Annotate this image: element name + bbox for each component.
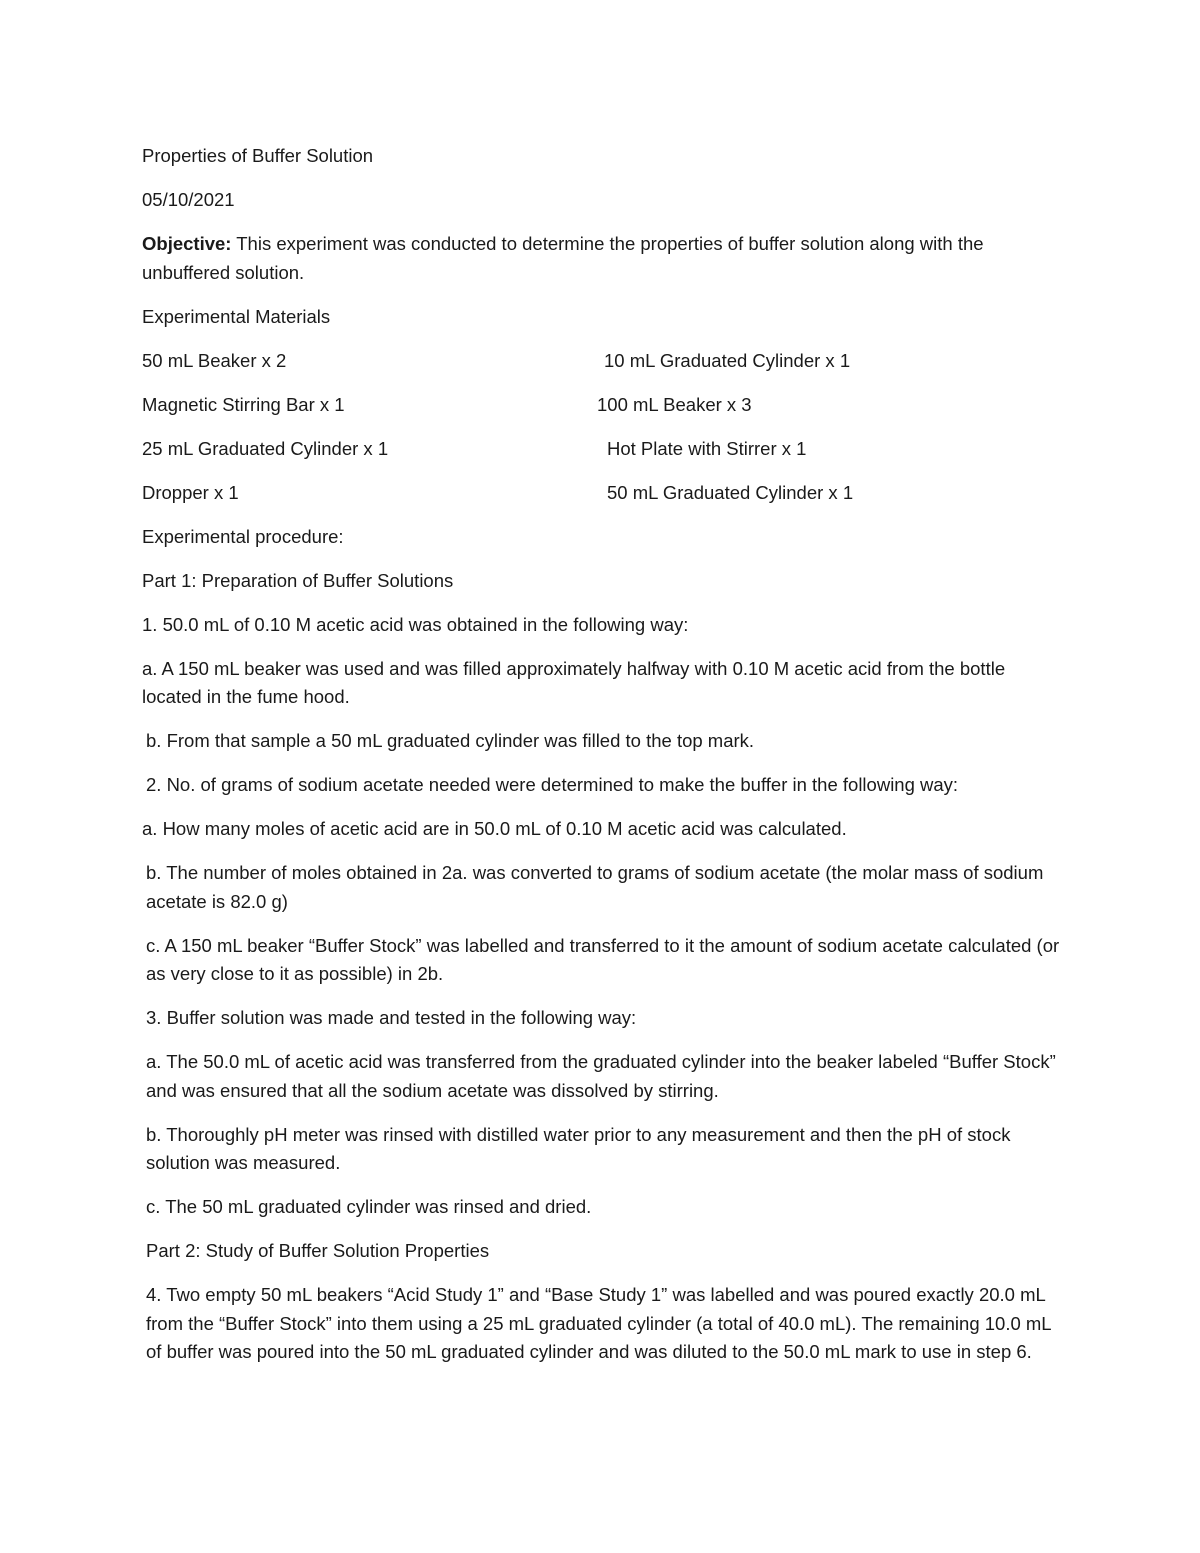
material-item: 10 mL Graduated Cylinder x 1 — [604, 349, 851, 371]
procedure-step: a. The 50.0 mL of acetic acid was transferred from the graduated cylinder into the beaker labeled “Buffer Stock” and was ensured that all the sodium acetate was dissolved by stirring. — [146, 1051, 1056, 1101]
document-date: 05/10/2021 — [142, 189, 235, 210]
material-item: 100 mL Beaker x 3 — [597, 393, 752, 415]
document-body — [142, 142, 1062, 1382]
part1-heading: Part 1: Preparation of Buffer Solutions — [142, 569, 454, 591]
objective-text: This experiment was conducted to determine the properties of buffer solution along with the unbuffered solution. — [142, 233, 984, 283]
procedure-step: 1. 50.0 mL of 0.10 M acetic acid was obtained in the following way: — [142, 613, 689, 635]
procedure-step: a. A 150 mL beaker was used and was filled approximately halfway with 0.10 M acetic acid from the bottle located in the fume hood. — [142, 657, 1006, 707]
materials-row — [142, 479, 1062, 508]
part2-heading: Part 2: Study of Buffer Solution Properties — [146, 1240, 490, 1261]
procedure-step: c. The 50 mL graduated cylinder was rinsed and dried. — [146, 1196, 592, 1217]
materials-row — [142, 391, 1062, 420]
procedure-step: 4. Two empty 50 mL beakers “Acid Study 1” and “Base Study 1” was labelled and was poured exactly 20.0 mL from the “Buffer Stock” into them using a 25 mL graduated cylinder (a total of 40.0 mL). The remaining 10.0 mL of buffer was poured into the 50 mL graduated cylinder and was diluted to the 50.0 mL mark to use in step 6. — [146, 1284, 1051, 1362]
material-item: 50 mL Graduated Cylinder x 1 — [607, 481, 854, 503]
materials-row — [142, 347, 1062, 376]
procedure-step: c. A 150 mL beaker “Buffer Stock” was labelled and transferred to it the amount of sodium acetate calculated (or as very close to it as possible) in 2b. — [146, 934, 1060, 984]
procedure-step: 2. No. of grams of sodium acetate needed were determined to make the buffer in the following way: — [146, 774, 959, 795]
procedure-step: a. How many moles of acetic acid are in 50.0 mL of 0.10 M acetic acid was calculated. — [142, 818, 847, 839]
procedure-heading: Experimental procedure: — [142, 525, 344, 547]
material-item: Magnetic Stirring Bar x 1 — [142, 393, 345, 415]
materials-row — [142, 435, 1062, 464]
procedure-step: 3. Buffer solution was made and tested in the following way: — [146, 1007, 637, 1028]
procedure-step: b. From that sample a 50 mL graduated cylinder was filled to the top mark. — [146, 730, 755, 751]
procedure-step: b. Thoroughly pH meter was rinsed with distilled water prior to any measurement and then the pH of stock solution was measured. — [146, 1123, 1011, 1173]
procedure-step: b. The number of moles obtained in 2a. was converted to grams of sodium acetate (the molar mass of sodium acetate is 82.0 g) — [146, 862, 1044, 912]
objective-paragraph — [142, 230, 1062, 287]
materials-heading: Experimental Materials — [142, 305, 331, 327]
material-item: Hot Plate with Stirrer x 1 — [607, 437, 807, 459]
material-item: Dropper x 1 — [142, 481, 239, 503]
objective-label: Objective: — [142, 233, 232, 254]
document-title: Properties of Buffer Solution — [142, 145, 374, 166]
material-item: 25 mL Graduated Cylinder x 1 — [142, 437, 389, 459]
material-item: 50 mL Beaker x 2 — [142, 349, 287, 371]
